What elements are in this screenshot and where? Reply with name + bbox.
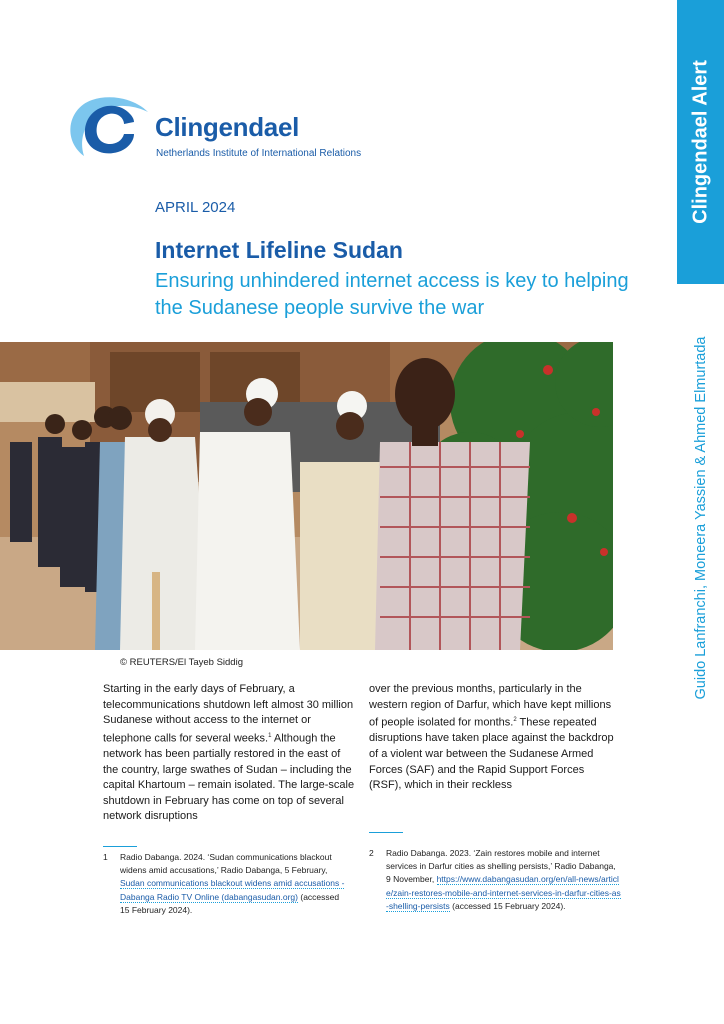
body-text: Although the network has been partially restored in the east of the country, large swathes of Sudan – including the capital Khartoum – remain isolated. The large-scale shutdown in February has come on top of several network disruptions [103, 732, 355, 823]
footnote-text: (accessed 15 February 2024). [120, 891, 340, 915]
brand-subtitle: Netherlands Institute of International Relations [156, 148, 362, 159]
footnote-divider [369, 832, 403, 833]
footnote-text: Radio Dabanga. 2024. ‘Sudan communications blackout widens amid accusations,’ Radio Dabanga, 5 February, [120, 852, 332, 876]
body-text: over the previous months, particularly in the western region of Darfur, which have kept millions of people isolated for months. [369, 683, 612, 729]
cover-photo [0, 342, 613, 650]
footnote-text: Radio Dabanga. 2023. ‘Zain restores mobile and internet services in Darfur cities as shelling persists,’ Radio Dabanga, 9 November, [386, 848, 616, 885]
photo-credit: © REUTERS/El Tayeb Siddig [120, 657, 243, 668]
side-tab-label: Clingendael Alert [689, 60, 711, 224]
footnote-link[interactable]: https://www.dabangasudan.org/en/all-news/article/zain-restores-mobile-and-internet-services-in-darfur-cities-as-shelling-persists [386, 874, 621, 911]
footnote-divider [103, 846, 137, 847]
body-text: These repeated disruptions have taken place against the backdrop of a violent war between the Sudanese Armed Forces (SAF) and the Rapid Support Forces (RSF), which in their reckless [369, 716, 614, 792]
body-text: Starting in the early days of February, a telecommunications shutdown left almost 30 million Sudanese without access to the internet or telephone calls for several weeks. [103, 683, 354, 745]
footnote-number: 2 [369, 848, 374, 858]
page-subtitle: Ensuring unhindered internet access is key to helping the Sudanese people survive the war [155, 270, 629, 319]
publication-date: APRIL 2024 [155, 199, 236, 216]
footnote-ref: 1 [268, 732, 272, 739]
footnote-text: (accessed 15 February 2024). [449, 900, 566, 911]
side-tab [677, 0, 724, 284]
footnote-ref: 2 [513, 717, 517, 724]
brand-name: Clingendael [155, 112, 300, 142]
clingendael-logo-icon [62, 94, 154, 158]
footnote-number: 1 [103, 852, 108, 862]
footnote-link[interactable]: Sudan communications blackout widens amid accusations - Dabanga Radio TV Online (dabangasudan.org) [120, 878, 345, 902]
body-column-1 [103, 682, 355, 825]
body-column-2 [369, 682, 619, 794]
page-title: Internet Lifeline Sudan [155, 237, 403, 263]
author-list [689, 312, 713, 724]
authors-text: Guido Lanfranchi, Moneera Yassien & Ahmed Elmurtada [693, 336, 709, 700]
